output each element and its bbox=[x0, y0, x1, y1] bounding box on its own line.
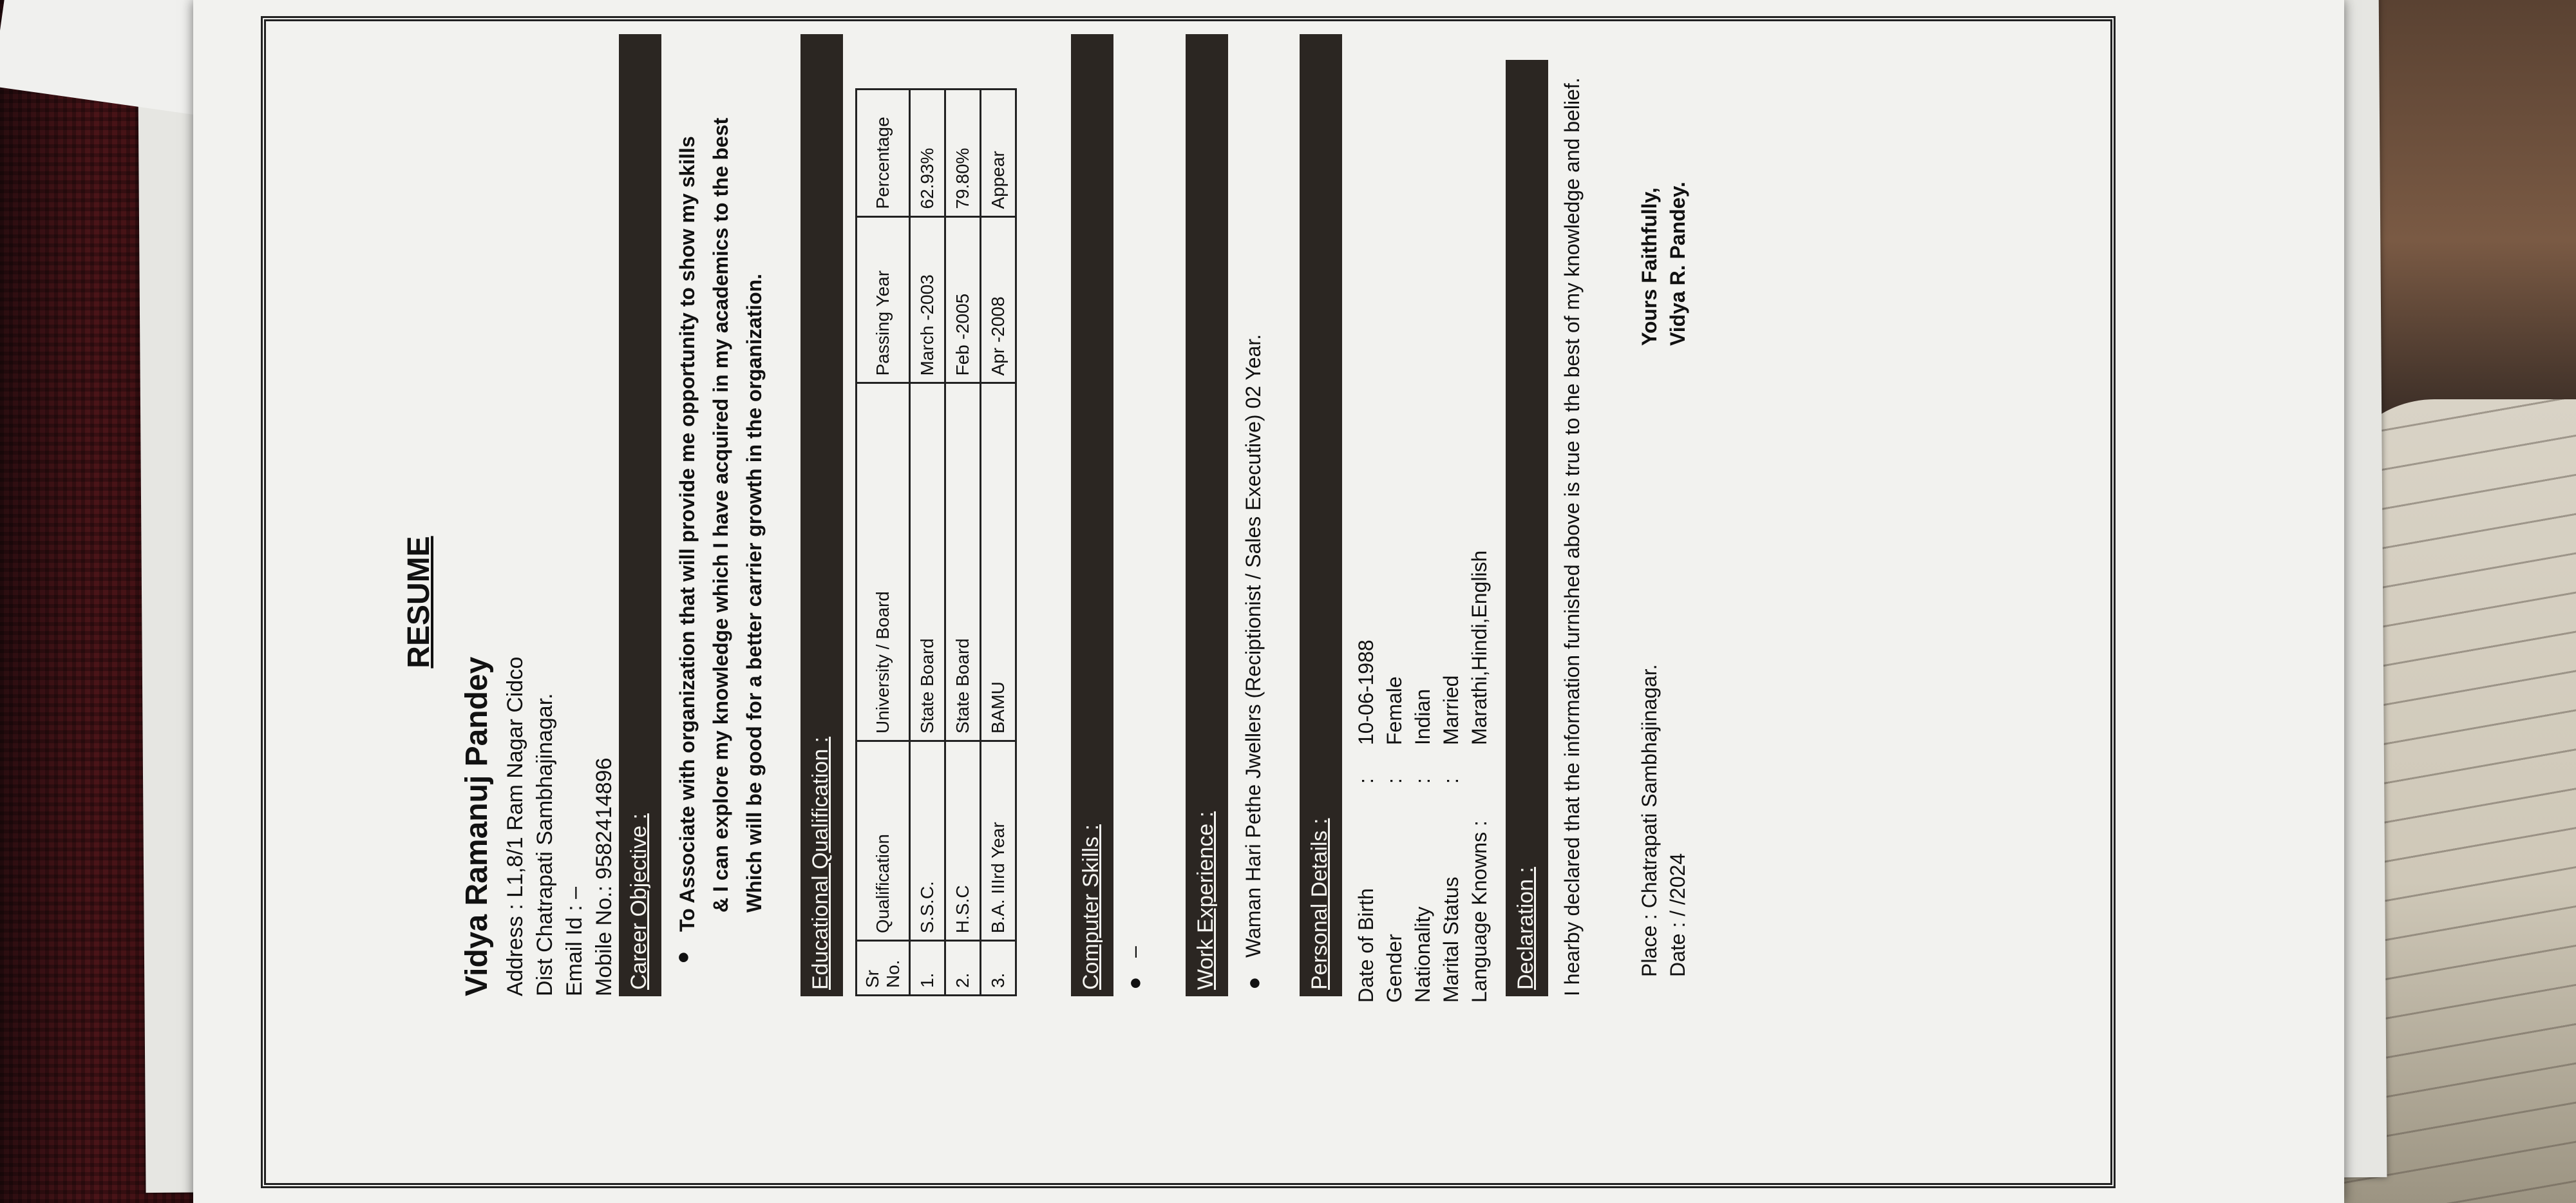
bullet-icon: ● bbox=[1122, 976, 1147, 990]
column-header: Qualification bbox=[857, 741, 910, 941]
objective-line: & I can explore my knowledge which I have acquired in my academics to the best bbox=[709, 117, 732, 913]
column-header: Passing Year bbox=[857, 216, 910, 383]
objective-line: To Associate with organization that will provide me opportunity to show my skills bbox=[676, 136, 699, 932]
personal-details-bar bbox=[1300, 34, 1342, 996]
nationality-label: Nationality bbox=[1411, 906, 1434, 1003]
education-table bbox=[855, 88, 1017, 996]
field-colon: : bbox=[1411, 778, 1434, 784]
personal-details-heading: Personal Details : bbox=[1305, 812, 1334, 996]
field-colon: : bbox=[1383, 778, 1406, 784]
computer-skills-bar bbox=[1071, 34, 1113, 996]
date-line: Date : / /2024 bbox=[1666, 853, 1689, 977]
table-cell: State Board bbox=[910, 383, 945, 741]
field-colon: : bbox=[1439, 778, 1463, 784]
nationality-value: Indian bbox=[1411, 688, 1434, 745]
language-value: Marathi,Hindi,English bbox=[1468, 550, 1491, 745]
resume-page bbox=[261, 16, 2116, 1188]
table-cell: S.S.C. bbox=[910, 741, 945, 941]
marital-status-value: Married bbox=[1439, 675, 1463, 745]
work-experience-item: Waman Hari Pethe Jwellers (Reciptionist / Sales Executive) 02 Year. bbox=[1242, 334, 1265, 958]
computer-skills-item: – bbox=[1122, 946, 1146, 958]
closing-text: Yours Faithfully, bbox=[1638, 187, 1661, 346]
table-cell: March -2003 bbox=[910, 216, 945, 383]
table-cell: Feb -2005 bbox=[945, 216, 981, 383]
column-header: Sr No. bbox=[857, 941, 910, 996]
education-bar bbox=[800, 34, 843, 996]
table-cell: Appear bbox=[981, 90, 1016, 217]
education-heading: Educational Qualification : bbox=[806, 730, 835, 996]
address-line: Address : L1,8/1 Ram Nagar Cidco bbox=[503, 656, 527, 996]
district-line: Dist Chatrapati Sambhajinagar. bbox=[533, 693, 557, 996]
objective-line: Which will be good for a better carrier growth in the organization. bbox=[743, 273, 766, 913]
work-experience-heading: Work Experience : bbox=[1191, 805, 1220, 996]
career-objective-heading: Career Objective : bbox=[624, 807, 654, 996]
computer-skills-heading: Computer Skills : bbox=[1076, 818, 1106, 996]
career-objective-block bbox=[670, 21, 786, 1183]
declaration-bar bbox=[1506, 60, 1548, 996]
gender-value: Female bbox=[1383, 676, 1406, 745]
language-label: Language Knowns : bbox=[1468, 820, 1491, 1003]
table-cell: BAMU bbox=[981, 383, 1016, 741]
table-cell: B.A. IIIrd Year bbox=[981, 741, 1016, 941]
table-cell: 62.93% bbox=[910, 90, 945, 217]
column-header: Percentage bbox=[857, 90, 910, 217]
declaration-heading: Declaration : bbox=[1511, 860, 1540, 996]
table-row bbox=[981, 90, 1016, 996]
gender-label: Gender bbox=[1383, 934, 1406, 1003]
table-row bbox=[945, 90, 981, 996]
candidate-name: Vidya Ramanuj Pandey bbox=[460, 656, 494, 996]
column-header: University / Board bbox=[857, 383, 910, 741]
declaration-text: I hearby declared that the information furnished above is true to the best of my knowledge and belief. bbox=[1560, 77, 1584, 996]
resume-title: RESUME bbox=[402, 536, 436, 668]
field-colon: : bbox=[1354, 778, 1378, 784]
bullet-icon: ● bbox=[670, 951, 695, 964]
place-line: Place : Chatrapati Sambhajinagar. bbox=[1638, 664, 1661, 977]
table-row bbox=[910, 90, 945, 996]
bullet-icon: ● bbox=[1242, 976, 1266, 990]
dob-label: Date of Birth bbox=[1354, 888, 1378, 1003]
mobile-line: Mobile No.: 9582414896 bbox=[592, 757, 616, 996]
table-cell: State Board bbox=[945, 383, 981, 741]
dob-value: 10-06-1988 bbox=[1354, 639, 1378, 745]
table-cell: 1. bbox=[910, 941, 945, 996]
table-cell: 79.80% bbox=[945, 90, 981, 217]
table-cell: 3. bbox=[981, 941, 1016, 996]
career-objective-text bbox=[670, 30, 771, 932]
table-cell: Apr -2008 bbox=[981, 216, 1016, 383]
table-header-row bbox=[857, 90, 910, 996]
table-cell: 2. bbox=[945, 941, 981, 996]
marital-status-label: Marital Status bbox=[1439, 876, 1463, 1003]
table-cell: H.S.C bbox=[945, 741, 981, 941]
career-objective-bar bbox=[619, 34, 661, 996]
email-line: Email Id : – bbox=[562, 886, 587, 996]
work-experience-bar bbox=[1186, 34, 1228, 996]
signature-name: Vidya R. Pandey. bbox=[1666, 182, 1689, 346]
